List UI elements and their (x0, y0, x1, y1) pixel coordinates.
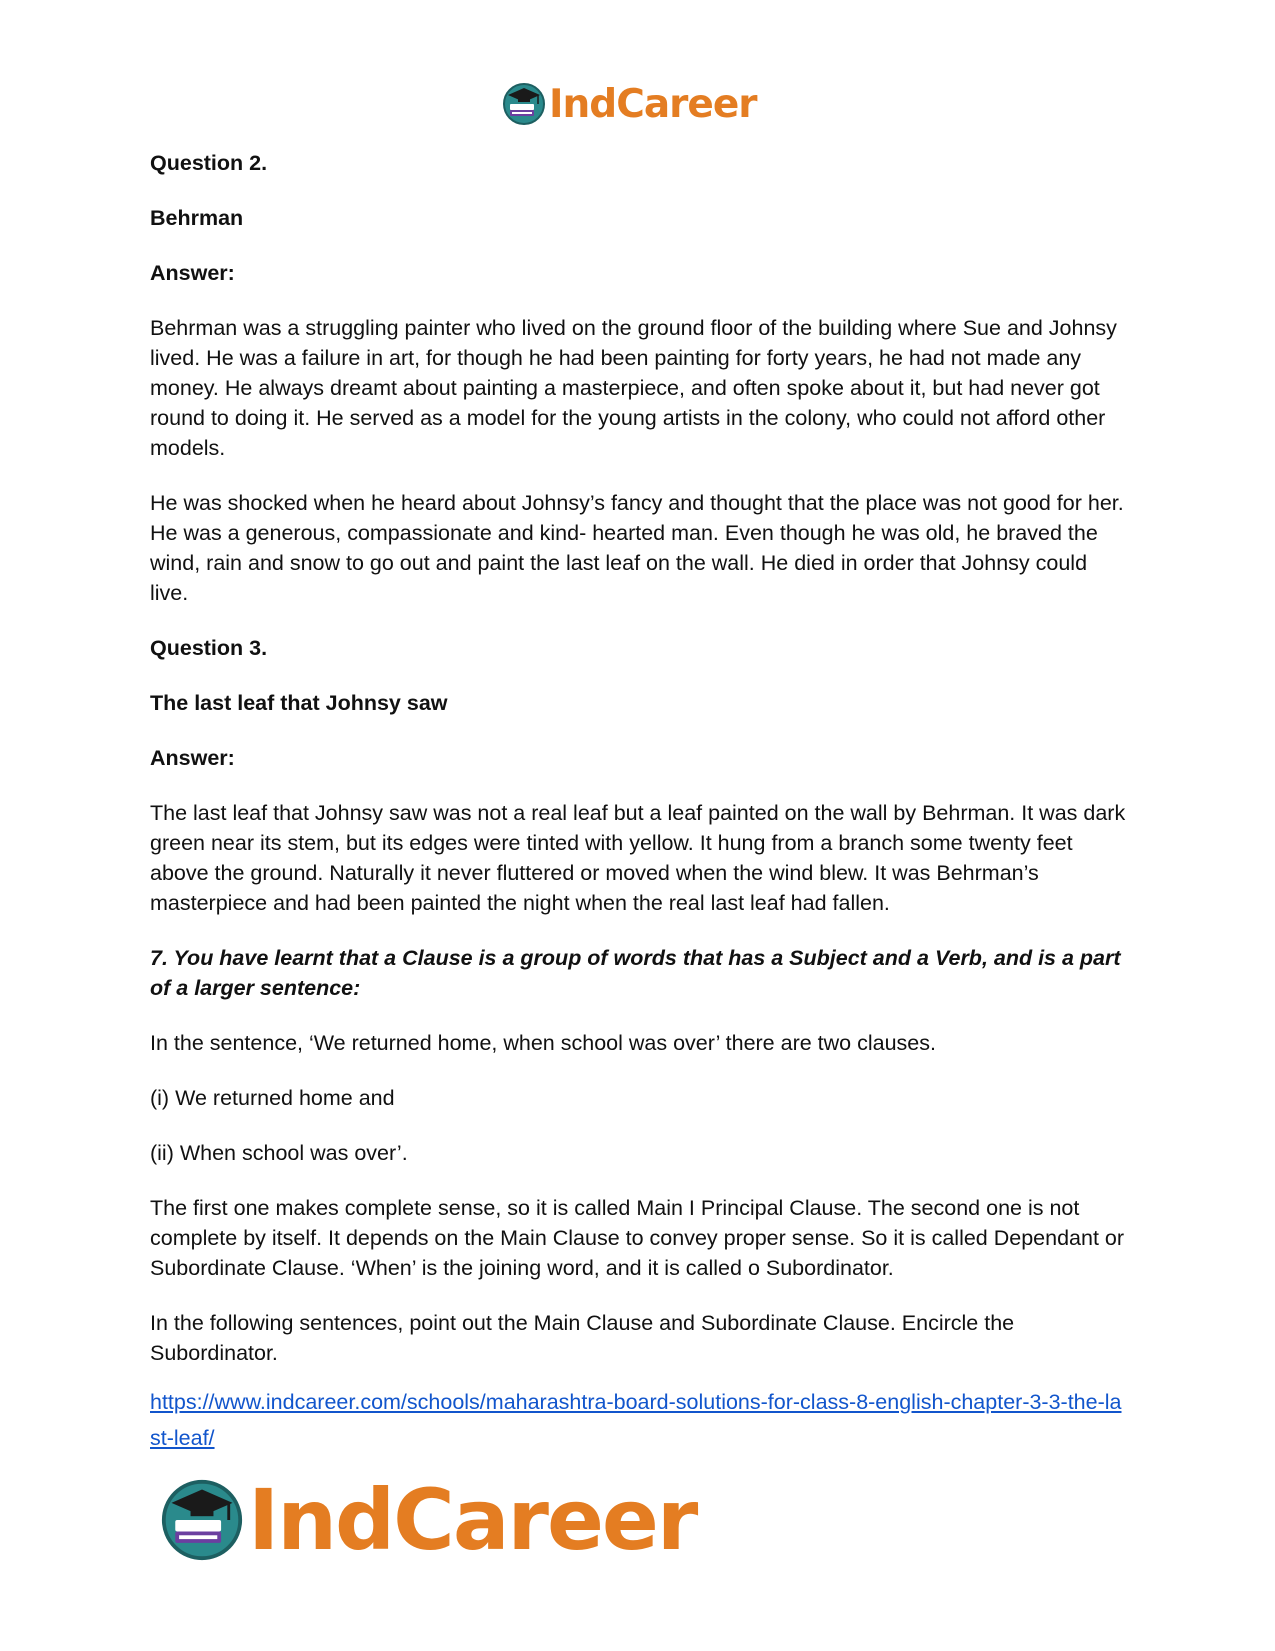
section-7-paragraph-2: The first one makes complete sense, so it is called Main I Principal Clause. The second one is not complete by itself. It depends on the Main Clause to convey proper sense. So it is called Dependant or Subordinate Clause. ‘When’ is the joining word, and it is called o Subordinator. (150, 1196, 1125, 1280)
question-2-heading: Question 2. (150, 151, 268, 175)
document-body (150, 148, 1130, 1393)
logo-wordmark: IndCareer (549, 81, 757, 127)
graduation-cap-books-globe-icon (160, 1478, 244, 1562)
section-7-paragraph-1: In the sentence, ‘We returned home, when school was over’ there are two clauses. (150, 1031, 936, 1055)
section-7-item-1: (i) We returned home and (150, 1086, 395, 1110)
question-3-title: The last leaf that Johnsy saw (150, 691, 448, 715)
header-logo (502, 80, 757, 128)
logo-wordmark: IndCareer (248, 1471, 697, 1569)
graduation-cap-books-globe-icon (502, 82, 546, 126)
question-3-paragraph-1: The last leaf that Johnsy saw was not a real leaf but a leaf painted on the wall by Behrman. It was dark green near its stem, but its edges were tinted with yellow. It hung from a branch some twenty feet above the ground. Naturally it never fluttered or moved when the wind blew. It was Behrman’s masterpiece and had been painted the night when the real last leaf had fallen. (150, 801, 1126, 915)
question-3-heading: Question 3. (150, 636, 268, 660)
question-3-answer-label: Answer: (150, 746, 235, 770)
source-url-link[interactable]: https://www.indcareer.com/schools/maharashtra-board-solutions-for-class-8-english-chapter-3-3-the-last-leaf/ (150, 1390, 1122, 1450)
section-7-heading: 7. You have learnt that a Clause is a group of words that has a Subject and a Verb, and is a part of a larger sentence: (150, 946, 1121, 1000)
question-2-title: Behrman (150, 206, 244, 230)
section-7-paragraph-3: In the following sentences, point out the Main Clause and Subordinate Clause. Encircle the Subordinator. (150, 1311, 1015, 1365)
question-2-answer-label: Answer: (150, 261, 235, 285)
section-7-item-2: (ii) When school was over’. (150, 1141, 408, 1165)
question-2-paragraph-2: He was shocked when he heard about Johnsy’s fancy and thought that the place was not good for her. He was a generous, compassionate and kind- hearted man. Even though he was old, he braved the wind, rain and snow to go out and paint the last leaf on the wall. He died in order that Johnsy could live. (150, 491, 1124, 605)
footer-logo (160, 1468, 696, 1572)
question-2-paragraph-1: Behrman was a struggling painter who lived on the ground floor of the building where Sue and Johnsy lived. He was a failure in art, for though he had been painting for forty years, he had not made any money. He always dreamt about painting a masterpiece, and often spoke about it, but had never got round to doing it. He served as a model for the young artists in the colony, who could not afford other models. (150, 316, 1117, 460)
